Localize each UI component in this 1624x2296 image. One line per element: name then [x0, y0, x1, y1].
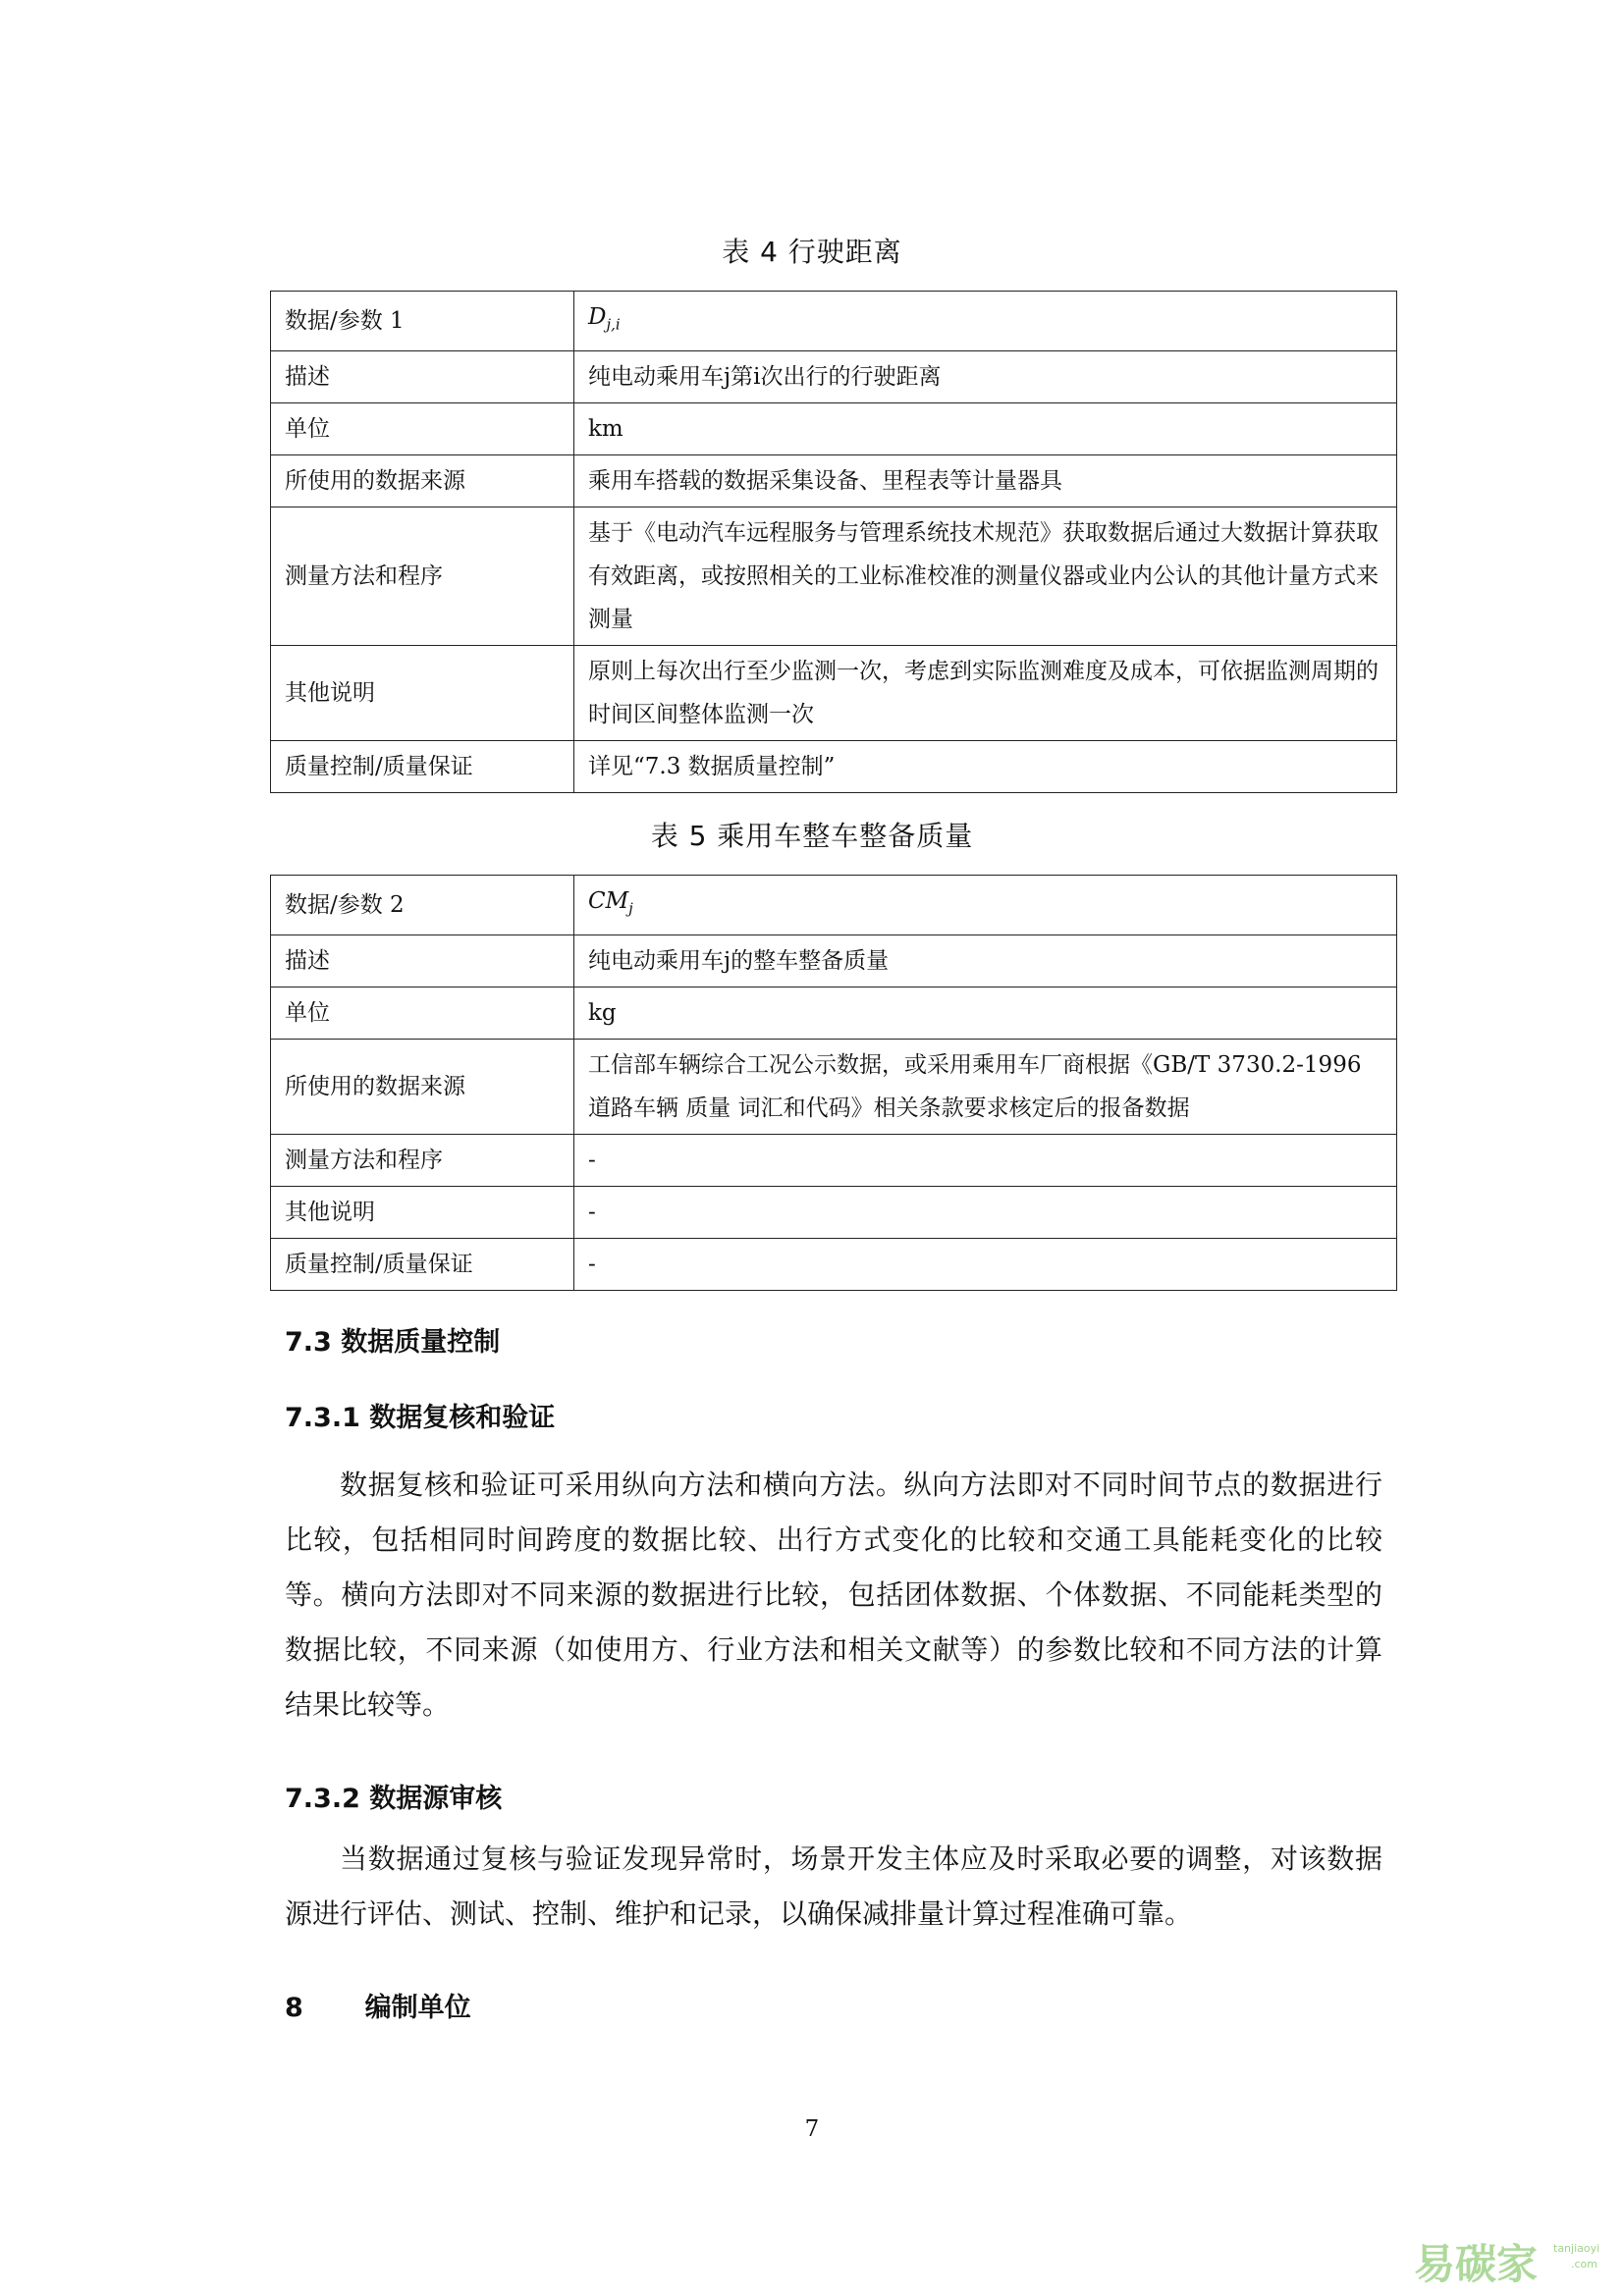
- row-value: 原则上每次出行至少监测一次，考虑到实际监测难度及成本，可依据监测周期的时间区间整体监测一次: [574, 645, 1397, 740]
- section-7-3-1-heading: 7.3.1 数据复核和验证: [285, 1403, 556, 1433]
- row-label: 所使用的数据来源: [271, 454, 574, 507]
- table-row: [271, 507, 1397, 645]
- row-label: 单位: [271, 402, 574, 454]
- table-row: [271, 1238, 1397, 1290]
- table-row: [271, 1186, 1397, 1238]
- row-value: [574, 876, 1397, 935]
- row-value: 纯电动乘用车j第i次出行的行驶距离: [574, 350, 1397, 402]
- row-value: -: [574, 1238, 1397, 1290]
- row-value: kg: [574, 987, 1397, 1039]
- section-8-heading: [285, 1986, 471, 2024]
- table-row: [271, 454, 1397, 507]
- row-label: 数据/参数 2: [271, 876, 574, 935]
- watermark-text: 易碳家: [1414, 2240, 1539, 2288]
- table-row: [271, 292, 1397, 351]
- row-label: 其他说明: [271, 1186, 574, 1238]
- row-label: 测量方法和程序: [271, 1134, 574, 1186]
- parameter-symbol: $D_{j,i}$: [588, 304, 621, 334]
- row-label: 数据/参数 1: [271, 292, 574, 351]
- table-row: [271, 350, 1397, 402]
- page-number: 7: [804, 2116, 820, 2142]
- row-value: 工信部车辆综合工况公示数据，或采用乘用车厂商根据《GB/T 3730.2-1996 道路车辆 质量 词汇和代码》相关条款要求核定后的报备数据: [574, 1039, 1397, 1134]
- section-8-title: 编制单位: [364, 1993, 471, 2023]
- table-row: [271, 934, 1397, 987]
- section-7-3-1-paragraph: 数据复核和验证可采用纵向方法和横向方法。纵向方法即对不同时间节点的数据进行比较，包括相同时间跨度的数据比较、出行方式变化的比较和交通工具能耗变化的比较等。横向方法即对不同来源的数据进行比较，包括团体数据、个体数据、不同能耗类型的数据比较，不同来源（如使用方、行业方法和相关文献等）的参数比较和不同方法的计算结果比较等。: [285, 1468, 1382, 1721]
- section-7-3-2-heading: 7.3.2 数据源审核: [285, 1784, 503, 1814]
- row-label: 描述: [271, 350, 574, 402]
- row-label: 其他说明: [271, 645, 574, 740]
- watermark-sub: tanjiaoyi: [1553, 2242, 1600, 2255]
- table-row: [271, 740, 1397, 792]
- table-row: [271, 1134, 1397, 1186]
- watermark-logo: [1414, 2228, 1615, 2287]
- table-row: [271, 402, 1397, 454]
- row-value: km: [574, 402, 1397, 454]
- watermark-sub2: .com: [1571, 2258, 1597, 2270]
- row-value: -: [574, 1134, 1397, 1186]
- table-row: [271, 1039, 1397, 1134]
- table-row: [271, 876, 1397, 935]
- row-value: [574, 292, 1397, 351]
- row-value: 基于《电动汽车远程服务与管理系统技术规范》获取数据后通过大数据计算获取有效距离，或按照相关的工业标准校准的测量仪器或业内公认的其他计量方式来测量: [574, 507, 1397, 645]
- table4: [270, 291, 1397, 793]
- table5-caption: 表 5 乘用车整车整备质量: [650, 820, 974, 852]
- section-8-number: 8: [285, 1993, 303, 2023]
- parameter-symbol: $CM_j$: [588, 888, 633, 918]
- table-row: [271, 645, 1397, 740]
- table4-caption: 表 4 行驶距离: [722, 236, 902, 268]
- row-value: 纯电动乘用车j的整车整备质量: [574, 934, 1397, 987]
- table5: [270, 875, 1397, 1291]
- section-7-3-heading: 7.3 数据质量控制: [285, 1327, 501, 1358]
- row-value: 详见“7.3 数据质量控制”: [574, 740, 1397, 792]
- row-label: 测量方法和程序: [271, 507, 574, 645]
- row-label: 质量控制/质量保证: [271, 1238, 574, 1290]
- row-label: 单位: [271, 987, 574, 1039]
- row-value: -: [574, 1186, 1397, 1238]
- row-label: 质量控制/质量保证: [271, 740, 574, 792]
- row-label: 描述: [271, 934, 574, 987]
- row-value: 乘用车搭载的数据采集设备、里程表等计量器具: [574, 454, 1397, 507]
- row-label: 所使用的数据来源: [271, 1039, 574, 1134]
- table-row: [271, 987, 1397, 1039]
- section-7-3-2-paragraph: 当数据通过复核与验证发现异常时，场景开发主体应及时采取必要的调整，对该数据源进行评估、测试、控制、维护和记录，以确保减排量计算过程准确可靠。: [285, 1842, 1382, 1930]
